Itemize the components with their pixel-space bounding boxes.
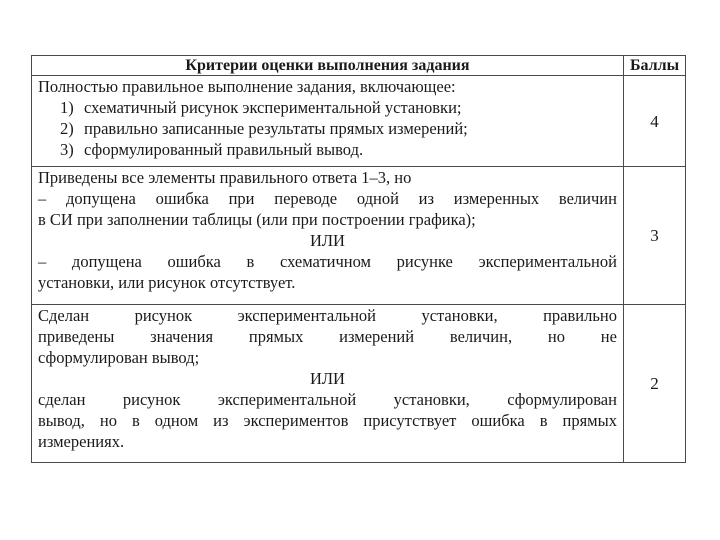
or-separator: ИЛИ (309, 231, 345, 250)
row3-line: сделан рисунок экспериментальной установки, сформулирован (38, 390, 617, 409)
list-item: 3) сформулированный правильный вывод. (60, 140, 364, 159)
row3-line: приведены значения прямых измерений величин, но не (38, 327, 617, 346)
list-item: 1) схематичный рисунок экспериментальной установки; (60, 98, 462, 117)
criteria-table (31, 55, 686, 463)
row3-line: сформулирован вывод; (38, 348, 200, 367)
criteria-row-2 (32, 305, 686, 463)
row2-line: – допущена ошибка при переводе одной из измеренных величин (38, 189, 617, 208)
score-value: 3 (623, 167, 685, 305)
criteria-cell (32, 305, 624, 463)
score-header: Баллы (623, 56, 685, 76)
row1-list (38, 97, 617, 160)
score-value: 4 (623, 76, 685, 167)
row2-line: – допущена ошибка в схематичном рисунке экспериментальной (38, 252, 617, 271)
criteria-cell (32, 167, 624, 305)
header-row (32, 56, 686, 76)
criteria-header: Критерии оценки выполнения задания (32, 56, 624, 76)
criteria-row-3 (32, 167, 686, 305)
or-separator: ИЛИ (309, 369, 345, 388)
criteria-cell (32, 76, 624, 167)
score-value: 2 (623, 305, 685, 463)
row1-intro: Полностью правильное выполнение задания, включающее: (38, 77, 456, 96)
row3-line: Сделан рисунок экспериментальной установки, правильно (38, 306, 617, 325)
criteria-row-4 (32, 76, 686, 167)
row2-line: в СИ при заполнении таблицы (или при построении графика); (38, 210, 476, 229)
row2-line: установки, или рисунок отсутствует. (38, 273, 296, 292)
list-item: 2) правильно записанные результаты прямых измерений; (60, 119, 468, 138)
row3-line: вывод, но в одном из экспериментов присутствует ошибка в прямых (38, 411, 617, 430)
row3-line: измерениях. (38, 432, 125, 451)
row2-line: Приведены все элементы правильного ответа 1–3, но (38, 168, 412, 187)
